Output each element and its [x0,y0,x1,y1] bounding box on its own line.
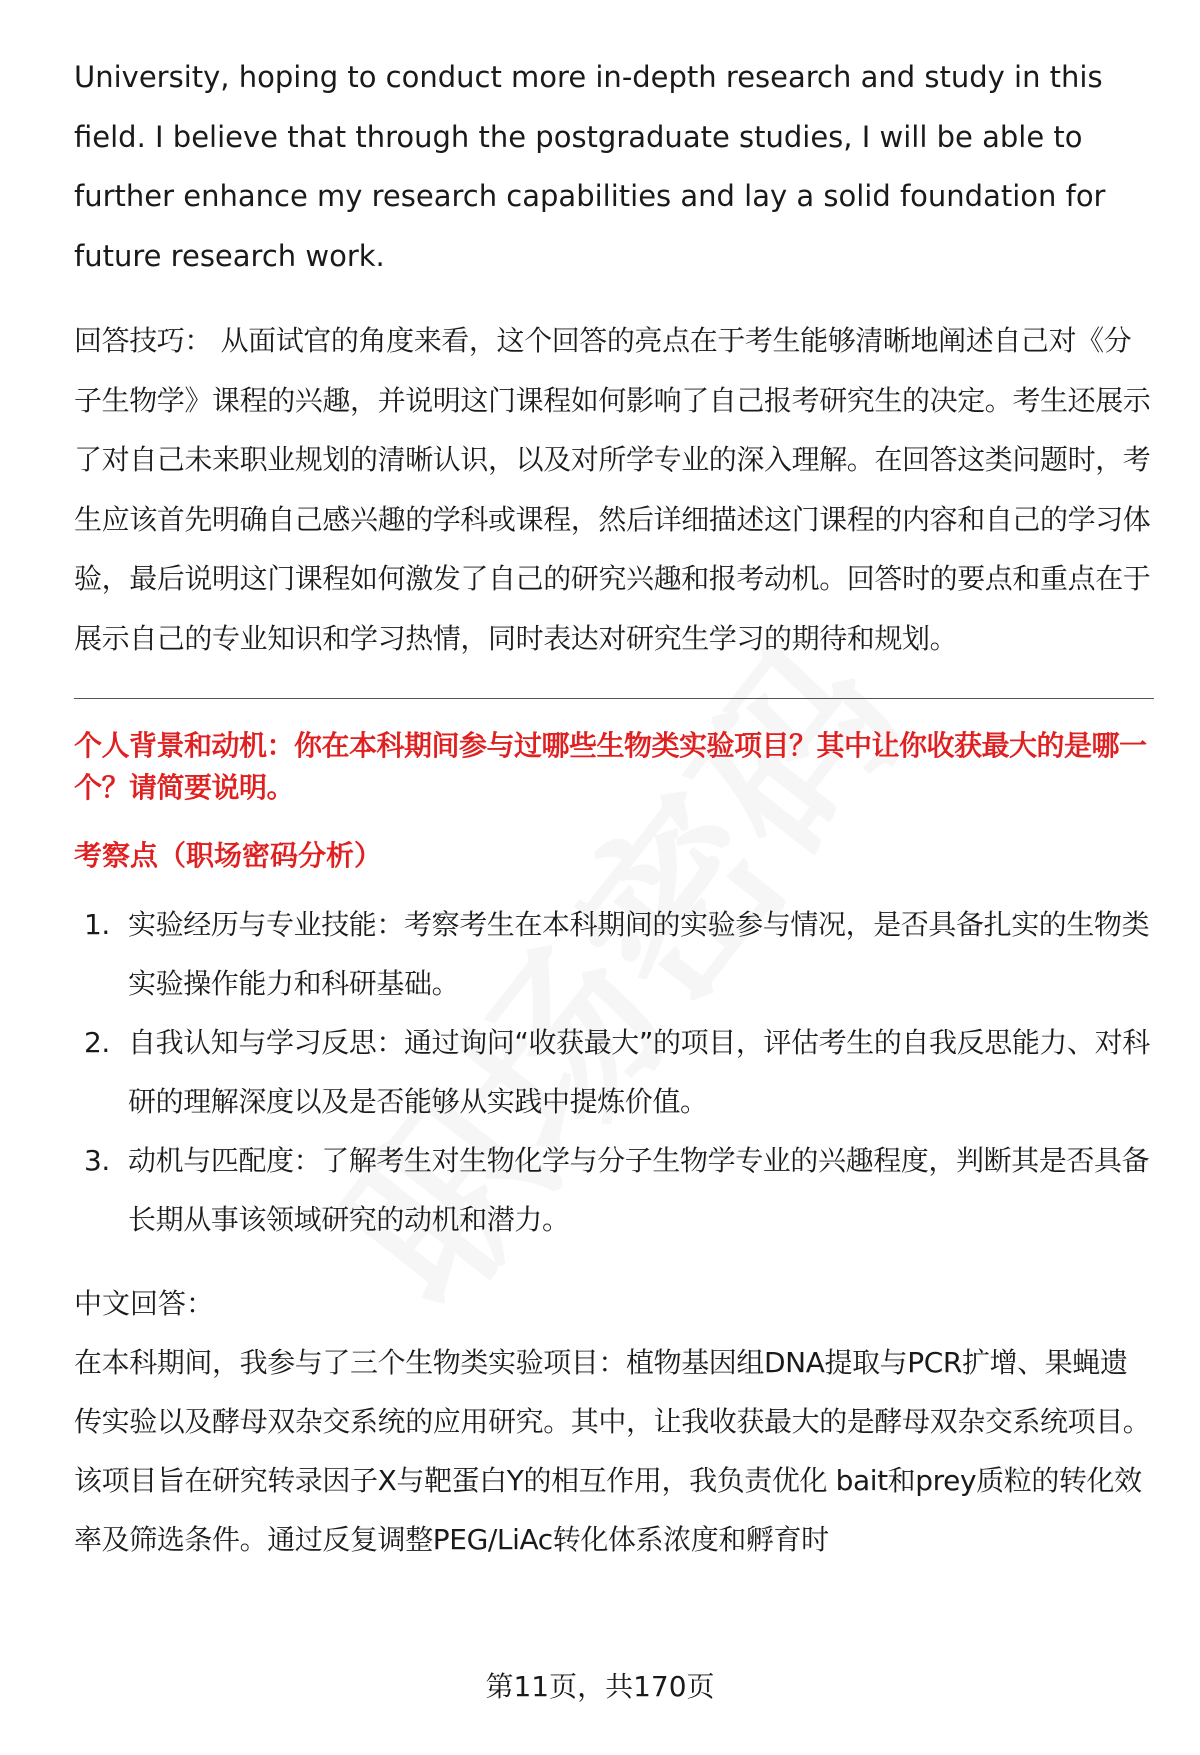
section-divider [74,698,1154,699]
analysis-list [74,895,1154,1249]
document-page [74,48,1154,1569]
list-item-number: 2. [84,1026,110,1059]
list-item-number: 3. [84,1144,110,1177]
analysis-title: 考察点（职场密码分析） [74,839,383,872]
list-item [74,895,1154,1013]
list-item-text: 实验经历与专业技能：考察考生在本科期间的实验参与情况，是否具备扎实的生物类实验操作能力和科研基础。 [128,908,1150,1000]
list-item-text: 动机与匹配度：了解考生对生物化学与分子生物学专业的兴趣程度，判断其是否具备长期从事该领域研究的动机和潜力。 [128,1144,1150,1236]
answer-tips-paragraph: 回答技巧： 从面试官的角度来看，这个回答的亮点在于考生能够清晰地阐述自己对《分子生物学》课程的兴趣，并说明这门课程如何影响了自己报考研究生的决定。考生还展示了对自己未来职业规划的清晰认识，以及对所学专业的深入理解。在回答这类问题时，考生应该首先明确自己感兴趣的学科或课程，然后详细描述这门课程的内容和自己的学习体验，最后说明这门课程如何激发了自己的研究兴趣和报考动机。回答时的要点和重点在于展示自己的专业知识和学习热情，同时表达对研究生学习的期待和规划。 [74,324,1151,655]
list-item [74,1131,1154,1249]
list-item-number: 1. [84,908,110,941]
list-item [74,1013,1154,1131]
intro-paragraph: University, hoping to conduct more in-depth research and study in this field. I believe that through the postgraduate studies, I will be able to further enhance my research capabilities and lay a solid foundation for future research work. [74,60,1106,273]
question-heading: 个人背景和动机：你在本科期间参与过哪些生物类实验项目？其中让你收获最大的是哪一个？请简要说明。 [74,729,1147,804]
page-number: 第11页，共170页 [485,1670,715,1703]
answer-title: 中文回答： [74,1287,215,1320]
answer-paragraph: 在本科期间，我参与了三个生物类实验项目：植物基因组DNA提取与PCR扩增、果蝇遗传实验以及酵母双杂交系统的应用研究。其中，让我收获最大的是酵母双杂交系统项目。该项目旨在研究转录因子X与靶蛋白Y的相互作用，我负责优化 bait和prey质粒的转化效率及筛选条件。通过反复调整PEG/LiAc转化体系浓度和孵育时 [74,1346,1151,1556]
list-item-text: 自我认知与学习反思：通过询问“收获最大”的项目，评估考生的自我反思能力、对科研的理解深度以及是否能够从实践中提炼价值。 [128,1026,1150,1118]
